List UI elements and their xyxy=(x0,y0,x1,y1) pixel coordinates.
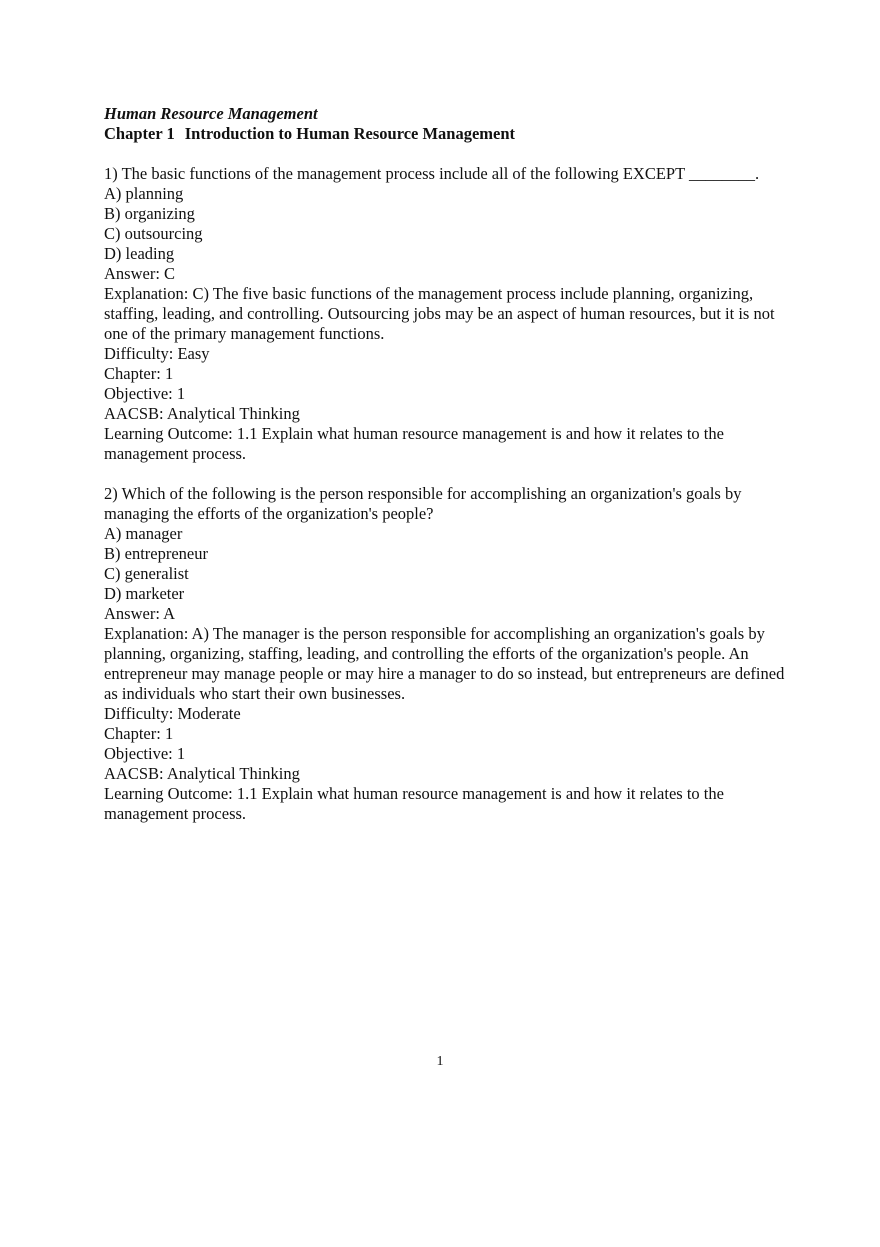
explanation: Explanation: A) The manager is the person responsible for accomplishing an organization's goals by planning, organizing, staffing, leading, and controlling the efforts of the organization's people. An entrepreneur may manage people or may hire a manager to do so instead, but entrepreneurs are defined as individuals who start their own businesses. xyxy=(104,624,785,703)
aacsb: AACSB: Analytical Thinking xyxy=(104,404,300,423)
explanation: Explanation: C) The five basic functions of the management process include planning, organizing, staffing, leading, and controlling. Outsourcing jobs may be an aspect of human resources, but it is not one of the primary management functions. xyxy=(104,284,775,343)
page-number: 1 xyxy=(436,1054,444,1069)
difficulty: Difficulty: Easy xyxy=(104,344,210,363)
option-c: C) generalist xyxy=(104,564,189,583)
option-c: C) outsourcing xyxy=(104,224,203,243)
chapter-heading xyxy=(104,124,794,144)
document-page xyxy=(104,104,794,824)
question-stem: 1) The basic functions of the management process include all of the following EXCEPT ________. xyxy=(104,164,760,183)
option-b: B) entrepreneur xyxy=(104,544,208,563)
question-block-1 xyxy=(104,164,794,464)
difficulty: Difficulty: Moderate xyxy=(104,704,241,723)
aacsb: AACSB: Analytical Thinking xyxy=(104,764,300,783)
question-block-2 xyxy=(104,484,794,824)
option-a: A) manager xyxy=(104,524,183,543)
learning-outcome: Learning Outcome: 1.1 Explain what human resource management is and how it relates to the management process. xyxy=(104,424,724,463)
chapter-ref: Chapter: 1 xyxy=(104,724,174,743)
objective: Objective: 1 xyxy=(104,384,186,403)
learning-outcome: Learning Outcome: 1.1 Explain what human resource management is and how it relates to the management process. xyxy=(104,784,724,823)
book-title: Human Resource Management xyxy=(104,104,318,123)
option-d: D) leading xyxy=(104,244,175,263)
option-b: B) organizing xyxy=(104,204,195,223)
answer: Answer: C xyxy=(104,264,176,283)
chapter-label: Chapter 1 xyxy=(104,124,175,143)
answer: Answer: A xyxy=(104,604,176,623)
chapter-ref: Chapter: 1 xyxy=(104,364,174,383)
option-d: D) marketer xyxy=(104,584,185,603)
objective: Objective: 1 xyxy=(104,744,186,763)
chapter-title: Introduction to Human Resource Management xyxy=(184,124,516,143)
option-a: A) planning xyxy=(104,184,184,203)
question-stem: 2) Which of the following is the person responsible for accomplishing an organization's goals by managing the efforts of the organization's people? xyxy=(104,484,742,523)
